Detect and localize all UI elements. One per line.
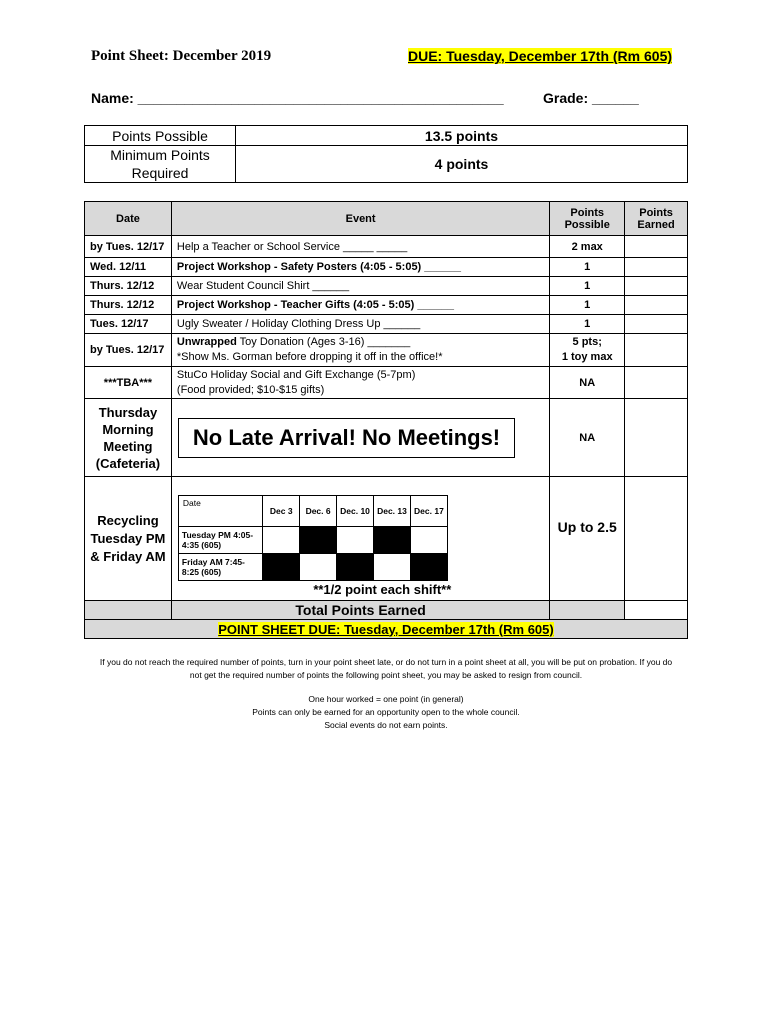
row-points: NA	[550, 367, 625, 399]
grade-field[interactable]: Grade: ______	[543, 90, 639, 106]
row-event-text: StuCo Holiday Social and Gift Exchange (5-7pm)	[176, 368, 416, 381]
recycling-points: Up to 2.5	[550, 477, 625, 601]
due-date-banner: DUE: Tuesday, December 17th (Rm 605)	[408, 48, 673, 64]
row-event: Project Workshop - Safety Posters (4:05 - 5:05) ______	[171, 258, 549, 277]
grid-slot-blocked	[410, 554, 447, 581]
recycling-row	[85, 477, 688, 601]
due-bar	[85, 620, 688, 639]
minimum-points-label: Minimum Points Required	[85, 146, 236, 183]
total-row	[85, 601, 688, 620]
row-event-bold: Unwrapped	[176, 336, 237, 348]
total-spacer	[550, 601, 625, 620]
row-event-note: (Food provided; $10-$15 gifts)	[176, 383, 325, 396]
grid-header-day: Dec 3	[263, 496, 300, 527]
grid-slot-open[interactable]	[374, 554, 411, 581]
row-earned-cell[interactable]	[625, 296, 688, 315]
row-date: by Tues. 12/17	[85, 334, 172, 367]
row-earned-cell[interactable]	[625, 399, 688, 477]
recycling-schedule-grid	[178, 495, 448, 581]
events-table	[84, 201, 688, 639]
table-row	[85, 236, 688, 258]
row-date: ***TBA***	[85, 367, 172, 399]
total-earned-cell[interactable]	[625, 601, 688, 620]
grid-shift-label: Tuesday PM 4:05-4:35 (605)	[178, 527, 262, 554]
row-points	[550, 334, 625, 367]
row-points-value: 5 pts;	[572, 336, 602, 348]
row-event-text: Toy Donation (Ages 3-16) _______	[236, 336, 411, 348]
row-event: Project Workshop - Teacher Gifts (4:05 - 5:05) ______	[171, 296, 549, 315]
row-event	[171, 334, 549, 367]
meeting-date: Thursday Morning Meeting (Cafeteria)	[85, 399, 172, 477]
header-date: Date	[85, 202, 172, 236]
grid-slot-blocked	[374, 527, 411, 554]
row-earned-cell[interactable]	[625, 477, 688, 601]
table-row	[85, 334, 688, 367]
footer-note-opportunity: Points can only be earned for an opportunity open to the whole council.	[252, 707, 520, 717]
meeting-points: NA	[550, 399, 625, 477]
header-points-earned: Points Earned	[625, 202, 688, 236]
grid-header-day: Dec. 13	[374, 496, 411, 527]
points-summary-table	[84, 125, 688, 183]
row-points: 1	[550, 315, 625, 334]
table-row	[85, 258, 688, 277]
grid-header-day: Dec. 17	[410, 496, 447, 527]
row-event: Help a Teacher or School Service _____ _____	[171, 236, 549, 258]
row-date: Thurs. 12/12	[85, 277, 172, 296]
row-date: by Tues. 12/17	[85, 236, 172, 258]
table-row	[85, 296, 688, 315]
recycling-note: **1/2 point each shift**	[313, 582, 452, 597]
row-earned-cell[interactable]	[625, 315, 688, 334]
row-points: 1	[550, 258, 625, 277]
total-label: Total Points Earned	[171, 601, 549, 620]
grid-slot-open[interactable]	[263, 527, 300, 554]
name-field[interactable]: Name: _______________________________________________	[91, 90, 504, 106]
total-spacer	[85, 601, 172, 620]
meeting-row	[85, 399, 688, 477]
page-title: Point Sheet: December 2019	[91, 48, 272, 64]
header-event: Event	[171, 202, 549, 236]
due-bar-text: POINT SHEET DUE: Tuesday, December 17th (Rm 605)	[218, 621, 554, 637]
row-points-limit: 1 toy max	[561, 351, 613, 363]
grid-slot-blocked	[263, 554, 300, 581]
row-earned-cell[interactable]	[625, 236, 688, 258]
grid-slot-open[interactable]	[300, 554, 337, 581]
row-event	[171, 367, 549, 399]
no-late-arrival-banner: No Late Arrival! No Meetings!	[178, 418, 515, 458]
row-earned-cell[interactable]	[625, 334, 688, 367]
meeting-event	[171, 399, 549, 477]
row-date: Tues. 12/17	[85, 315, 172, 334]
minimum-points-value: 4 points	[236, 146, 688, 183]
row-points: 1	[550, 277, 625, 296]
footer-note-hours: One hour worked = one point (in general)	[308, 694, 464, 704]
row-event: Ugly Sweater / Holiday Clothing Dress Up ______	[171, 315, 549, 334]
row-points: 2 max	[550, 236, 625, 258]
row-event: Wear Student Council Shirt ______	[171, 277, 549, 296]
header-points-possible: Points Possible	[550, 202, 625, 236]
footer-note-social: Social events do not earn points.	[324, 720, 448, 730]
row-date: Wed. 12/11	[85, 258, 172, 277]
recycling-event	[171, 477, 549, 601]
row-earned-cell[interactable]	[625, 258, 688, 277]
grid-header-day: Dec. 10	[337, 496, 374, 527]
row-earned-cell[interactable]	[625, 277, 688, 296]
recycling-date: Recycling Tuesday PM & Friday AM	[85, 477, 172, 601]
grid-shift-label: Friday AM 7:45-8:25 (605)	[178, 554, 262, 581]
due-row	[85, 620, 688, 639]
row-points: 1	[550, 296, 625, 315]
grid-slot-blocked	[337, 554, 374, 581]
table-row	[85, 315, 688, 334]
row-earned-cell[interactable]	[625, 367, 688, 399]
warning-text: If you do not reach the required number of points, turn in your point sheet late, or do not turn in a point sheet at all, you will be put on probation. If you do not get the required number of points the following point sheet, you may be asked to resign from council.	[99, 657, 673, 680]
grid-header-day: Dec. 6	[300, 496, 337, 527]
table-row	[85, 367, 688, 399]
table-row	[85, 277, 688, 296]
row-event-note: *Show Ms. Gorman before dropping it off in the office!*	[176, 351, 443, 363]
grid-slot-blocked	[300, 527, 337, 554]
row-date: Thurs. 12/12	[85, 296, 172, 315]
points-possible-value: 13.5 points	[236, 126, 688, 146]
grid-slot-open[interactable]	[337, 527, 374, 554]
grid-header-date: Date	[178, 496, 262, 527]
grid-slot-open[interactable]	[410, 527, 447, 554]
points-possible-label: Points Possible	[85, 126, 236, 146]
